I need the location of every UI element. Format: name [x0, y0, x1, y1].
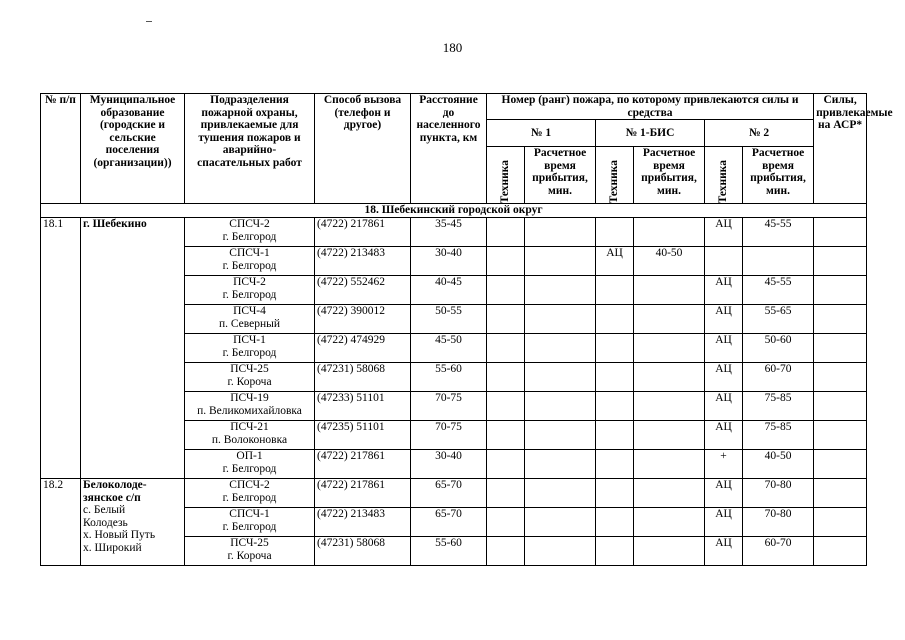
header-rank-1bis: № 1-БИС [596, 120, 705, 147]
phone: (4722) 474929 [315, 334, 411, 363]
unit-location: г. Короча [227, 375, 272, 388]
asr-cell [814, 276, 867, 305]
unit-location: г. Белгород [222, 288, 277, 301]
asr-cell [814, 508, 867, 537]
distance: 40-45 [411, 276, 487, 305]
rank2-technique: АЦ [705, 479, 743, 508]
rank1bis-arrival [634, 363, 705, 392]
distance: 45-50 [411, 334, 487, 363]
phone: (4722) 217861 [315, 450, 411, 479]
rank2-arrival [743, 247, 814, 276]
rank1bis-arrival: 40-50 [634, 247, 705, 276]
unit-name: СПСЧ-1 [229, 508, 270, 520]
phone: (4722) 213483 [315, 247, 411, 276]
rank1bis-technique [596, 537, 634, 566]
row-num: 18.1 [41, 218, 81, 479]
rank1bis-technique [596, 363, 634, 392]
phone: (4722) 217861 [315, 479, 411, 508]
phone: (4722) 390012 [315, 305, 411, 334]
header-rank-2: № 2 [705, 120, 814, 147]
rank1-arrival [525, 421, 596, 450]
rank1bis-arrival [634, 276, 705, 305]
unit-name: СПСЧ-2 [229, 479, 270, 491]
municipal-bold-line: зянское с/п [83, 491, 141, 504]
asr-cell [814, 537, 867, 566]
rank1bis-arrival [634, 218, 705, 247]
header-call: Способ вызова (телефон и другое) [315, 94, 411, 204]
distance: 35-45 [411, 218, 487, 247]
rank1-technique [487, 421, 525, 450]
rank1bis-technique [596, 479, 634, 508]
rank2-arrival: 40-50 [743, 450, 814, 479]
rank1bis-arrival [634, 334, 705, 363]
distance: 70-75 [411, 421, 487, 450]
rank2-arrival: 45-55 [743, 218, 814, 247]
rank1-technique [487, 305, 525, 334]
rank1bis-arrival [634, 450, 705, 479]
rank2-arrival: 60-70 [743, 537, 814, 566]
unit-location: г. Белгород [222, 462, 277, 475]
rank2-arrival: 75-85 [743, 421, 814, 450]
fire-forces-table [40, 93, 893, 566]
rank1bis-technique [596, 450, 634, 479]
rank1bis-technique [596, 421, 634, 450]
unit-location: г. Короча [227, 549, 272, 562]
header-arrival: Расчетное время прибытия, мин. [525, 147, 596, 204]
unit-location: п. Великомихайловка [197, 404, 302, 417]
rank1-arrival [525, 276, 596, 305]
unit-location: г. Белгород [222, 259, 277, 272]
phone: (47231) 58068 [315, 537, 411, 566]
rank1bis-arrival [634, 305, 705, 334]
rank1bis-technique [596, 392, 634, 421]
unit-location: г. Белгород [222, 230, 277, 243]
rank1bis-technique [596, 305, 634, 334]
header-technique: Техника [717, 159, 730, 203]
rank1bis-arrival [634, 392, 705, 421]
unit-location: г. Белгород [222, 346, 277, 359]
phone: (47235) 51101 [315, 421, 411, 450]
rank1bis-technique [596, 508, 634, 537]
header-asr: Силы, привлекаемые на АСР* [814, 94, 867, 204]
row-num: 18.2 [41, 479, 81, 566]
rank1bis-arrival [634, 537, 705, 566]
rank1bis-technique [596, 276, 634, 305]
scan-mark [146, 21, 152, 22]
unit-name: ПСЧ-1 [233, 334, 266, 346]
rank1bis-technique: АЦ [596, 247, 634, 276]
header-num: № п/п [41, 94, 81, 204]
asr-cell [814, 247, 867, 276]
header-technique: Техника [608, 159, 621, 203]
unit-name: ОП-1 [236, 450, 263, 462]
rank2-arrival: 70-80 [743, 479, 814, 508]
unit-name: ПСЧ-25 [230, 363, 269, 375]
distance: 30-40 [411, 450, 487, 479]
section-title: 18. Шебекинский городской округ [41, 204, 867, 218]
distance: 65-70 [411, 479, 487, 508]
unit-name: СПСЧ-2 [229, 218, 270, 230]
settlement-line: х. Новый Путь [83, 529, 156, 541]
rank2-technique: АЦ [705, 392, 743, 421]
rank1-technique [487, 247, 525, 276]
rank1bis-arrival [634, 421, 705, 450]
unit-location: п. Северный [218, 317, 281, 330]
municipal-name: г. Шебекино [81, 218, 185, 479]
unit-location: г. Белгород [222, 520, 277, 533]
rank1-technique [487, 276, 525, 305]
municipal-bold-line: Белоколоде- [83, 479, 147, 491]
distance: 30-40 [411, 247, 487, 276]
rank2-arrival: 75-85 [743, 392, 814, 421]
asr-cell [814, 334, 867, 363]
rank2-technique: АЦ [705, 508, 743, 537]
municipal-name [81, 479, 185, 566]
unit-location: г. Белгород [222, 491, 277, 504]
rank1-technique [487, 479, 525, 508]
page-number: 180 [442, 40, 463, 55]
asr-cell [814, 218, 867, 247]
asr-cell [814, 392, 867, 421]
unit-name: ПСЧ-2 [233, 276, 266, 288]
asr-cell [814, 479, 867, 508]
settlement-line: х. Широкий [83, 541, 142, 554]
rank1-technique [487, 537, 525, 566]
rank2-arrival: 45-55 [743, 276, 814, 305]
rank1-technique [487, 392, 525, 421]
rank1-arrival [525, 508, 596, 537]
rank2-technique: АЦ [705, 421, 743, 450]
settlement-line: Колодезь [83, 516, 128, 529]
header-units: Подразделения пожарной охраны, привлекаемые для тушения пожаров и аварийно-спасательных работ [185, 94, 315, 204]
rank1bis-arrival [634, 479, 705, 508]
header-arrival: Расчетное время прибытия, мин. [743, 147, 814, 204]
rank1-arrival [525, 334, 596, 363]
rank1-technique [487, 334, 525, 363]
rank2-technique: АЦ [705, 305, 743, 334]
rank1-technique [487, 218, 525, 247]
header-rank-1: № 1 [487, 120, 596, 147]
rank2-arrival: 55-65 [743, 305, 814, 334]
distance: 50-55 [411, 305, 487, 334]
rank2-technique: АЦ [705, 218, 743, 247]
rank2-arrival: 60-70 [743, 363, 814, 392]
rank1-technique [487, 450, 525, 479]
unit-name: ПСЧ-25 [230, 537, 269, 549]
rank1bis-technique [596, 334, 634, 363]
phone: (47231) 58068 [315, 363, 411, 392]
distance: 55-60 [411, 363, 487, 392]
rank1-arrival [525, 247, 596, 276]
rank2-technique: АЦ [705, 334, 743, 363]
rank1bis-arrival [634, 508, 705, 537]
distance: 70-75 [411, 392, 487, 421]
unit-name: ПСЧ-19 [230, 392, 269, 404]
header-arrival: Расчетное время прибытия, мин. [634, 147, 705, 204]
rank2-technique: + [705, 450, 743, 479]
phone: (4722) 213483 [315, 508, 411, 537]
distance: 55-60 [411, 537, 487, 566]
unit-name: СПСЧ-1 [229, 247, 270, 259]
rank1-technique [487, 508, 525, 537]
header-distance: Расстояние до населенного пункта, км [411, 94, 487, 204]
rank1-arrival [525, 218, 596, 247]
asr-cell [814, 363, 867, 392]
unit-name: ПСЧ-4 [233, 305, 266, 317]
rank1-arrival [525, 450, 596, 479]
header-fire-number: Номер (ранг) пожара, по которому привлекаются силы и средства [487, 94, 814, 120]
asr-cell [814, 305, 867, 334]
rank2-technique: АЦ [705, 537, 743, 566]
phone: (4722) 552462 [315, 276, 411, 305]
header-technique: Техника [499, 159, 512, 203]
distance: 65-70 [411, 508, 487, 537]
rank1-arrival [525, 479, 596, 508]
phone: (4722) 217861 [315, 218, 411, 247]
rank1-arrival [525, 537, 596, 566]
rank1-arrival [525, 392, 596, 421]
phone: (47233) 51101 [315, 392, 411, 421]
asr-cell [814, 421, 867, 450]
rank1-technique [487, 363, 525, 392]
rank1-arrival [525, 363, 596, 392]
rank2-arrival: 70-80 [743, 508, 814, 537]
rank2-technique: АЦ [705, 276, 743, 305]
rank2-technique: АЦ [705, 363, 743, 392]
unit-name: ПСЧ-21 [230, 421, 269, 433]
settlement-line: с. Белый [83, 504, 126, 516]
header-municipal: Муниципальное образование (городские и сельские поселения (организации)) [81, 94, 185, 204]
unit-location: п. Волоконовка [211, 433, 288, 446]
asr-cell [814, 450, 867, 479]
rank1bis-technique [596, 218, 634, 247]
rank2-technique [705, 247, 743, 276]
rank2-arrival: 50-60 [743, 334, 814, 363]
rank1-arrival [525, 305, 596, 334]
